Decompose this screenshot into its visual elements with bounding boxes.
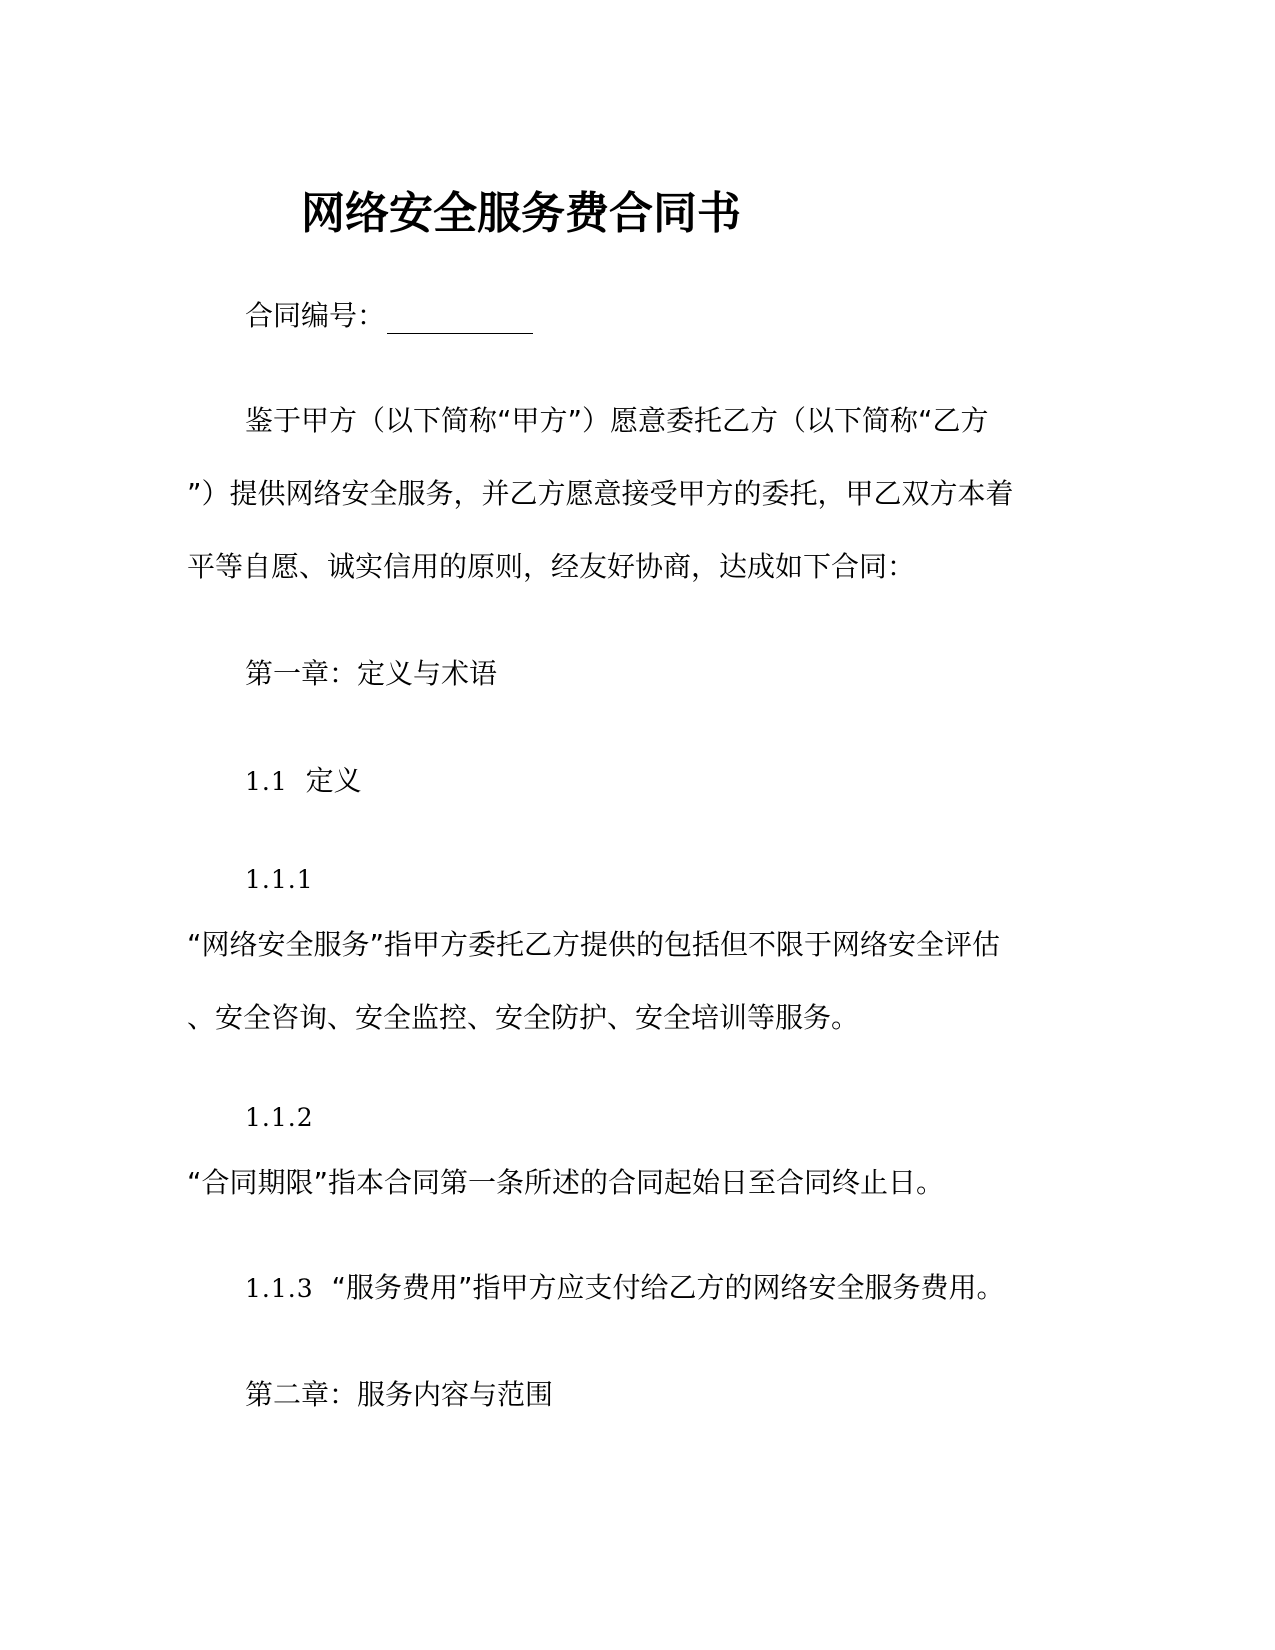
item-1-1-1-line-1: “网络安全服务”指甲方委托乙方提供的包括但不限于网络安全评估 — [187, 928, 1001, 961]
contract-number-label: 合同编号： — [245, 299, 386, 332]
item-1-1-3-text: “服务费用”指甲方应支付给乙方的网络安全服务费用。 — [331, 1271, 1005, 1304]
item-1-1-3 — [245, 1270, 1004, 1307]
section-1-1 — [245, 763, 362, 800]
preamble-line-3: 平等自愿、诚实信用的原则，经友好协商，达成如下合同： — [187, 550, 916, 583]
chapter-2-heading: 第二章：服务内容与范围 — [245, 1378, 554, 1411]
chapter-1-heading: 第一章：定义与术语 — [245, 657, 498, 690]
document-title: 网络安全服务费合同书 — [301, 188, 741, 239]
item-1-1-2-line-1: “合同期限”指本合同第一条所述的合同起始日至合同终止日。 — [187, 1166, 945, 1199]
section-1-1-text: 定义 — [305, 764, 362, 797]
section-1-1-number: 1.1 — [245, 767, 288, 796]
contract-number-line — [245, 298, 533, 334]
preamble-line-2: ”）提供网络安全服务，并乙方愿意接受甲方的委托，甲乙双方本着 — [187, 477, 1014, 510]
item-1-1-3-number: 1.1.3 — [245, 1274, 314, 1303]
item-1-1-1-number: 1.1.1 — [245, 865, 314, 894]
preamble-line-1: 鉴于甲方（以下简称“甲方”）愿意委托乙方（以下简称“乙方 — [245, 404, 989, 437]
item-1-1-2-number: 1.1.2 — [245, 1103, 314, 1132]
contract-number-blank — [387, 307, 533, 334]
item-1-1-1-line-2: 、安全咨询、安全监控、安全防护、安全培训等服务。 — [187, 1001, 860, 1034]
